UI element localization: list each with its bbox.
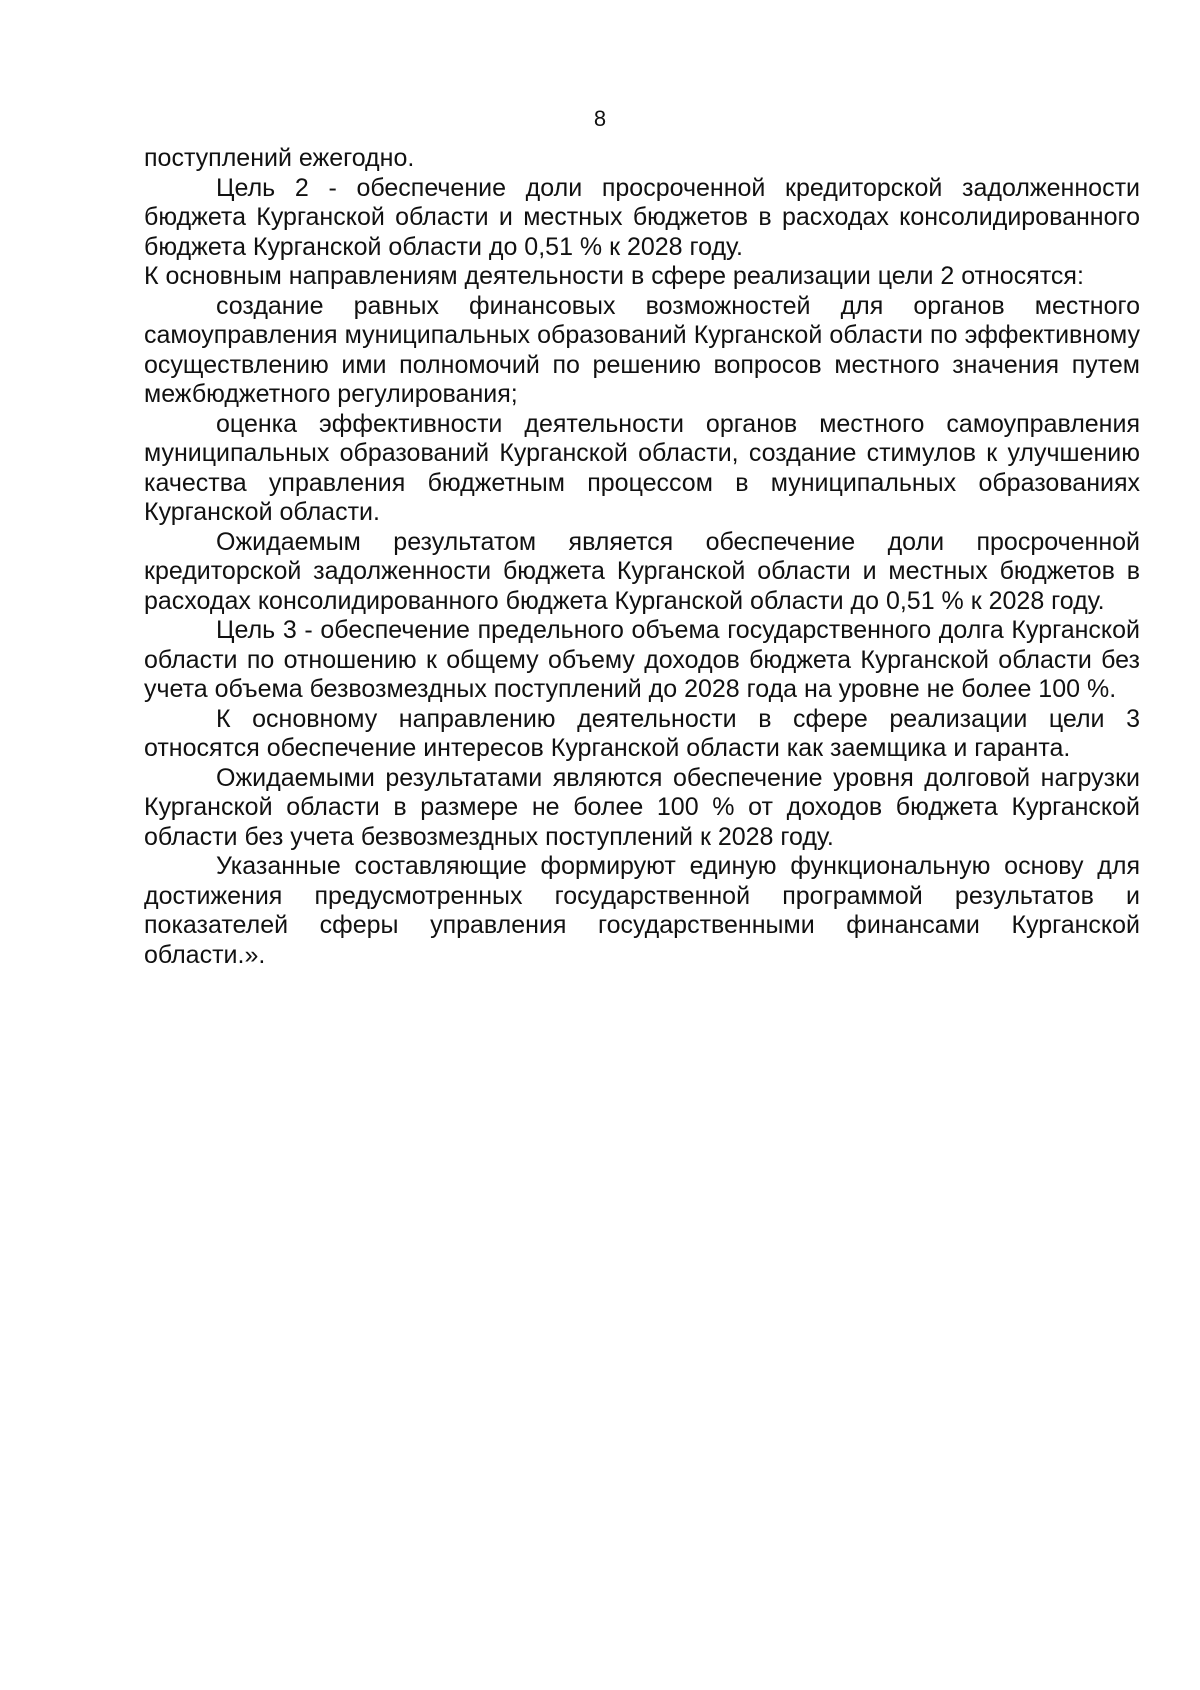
paragraph-7: Цель 3 - обеспечение предельного объема государственного долга Курганской области по отношению к общему объему доходов бюджета Курганской области без учета объема безвозмездных поступлений до 2028 года на уровне не более 100 %.	[144, 616, 1140, 703]
paragraph-2: Цель 2 - обеспечение доли просроченной кредиторской задолженности бюджета Курганской области и местных бюджетов в расходах консолидированного бюджета Курганской области до 0,51 % к 2028 году.	[144, 173, 1140, 261]
paragraph-4: создание равных финансовых возможностей для органов местного самоуправления муниципальных образований Курганской области по эффективному осуществлению ими полномочий по решению вопросов местного значения путем межбюджетного регулирования;	[144, 291, 1140, 408]
paragraph-8: К основному направлению деятельности в сфере реализации цели 3 относятся обеспечение интересов Курганской области как заемщика и гаранта.	[144, 704, 1140, 762]
document-body	[144, 144, 1140, 970]
paragraph-1: поступлений ежегодно.	[144, 144, 415, 172]
page-number: 8	[593, 106, 607, 131]
paragraph-9: Ожидаемыми результатами являются обеспечение уровня долговой нагрузки Курганской области в размере не более 100 % от доходов бюджета Курганской области без учета безвозмездных поступлений к 2028 году.	[144, 763, 1140, 851]
paragraph-10: Указанные составляющие формируют единую функциональную основу для достижения предусмотренных государственной программой результатов и показателей сферы управления государственными финансами Курганской области.».	[144, 852, 1140, 969]
paragraph-6: Ожидаемым результатом является обеспечение доли просроченной кредиторской задолженности бюджета Курганской области и местных бюджетов в расходах консолидированного бюджета Курганской области до 0,51 % к 2028 году.	[144, 527, 1140, 615]
paragraph-5: оценка эффективности деятельности органов местного самоуправления муниципальных образований Курганской области, создание стимулов к улучшению качества управления бюджетным процессом в муниципальных образованиях Курганской области.	[144, 409, 1140, 526]
paragraph-3: К основным направлениям деятельности в сфере реализации цели 2 относятся:	[144, 262, 1084, 290]
